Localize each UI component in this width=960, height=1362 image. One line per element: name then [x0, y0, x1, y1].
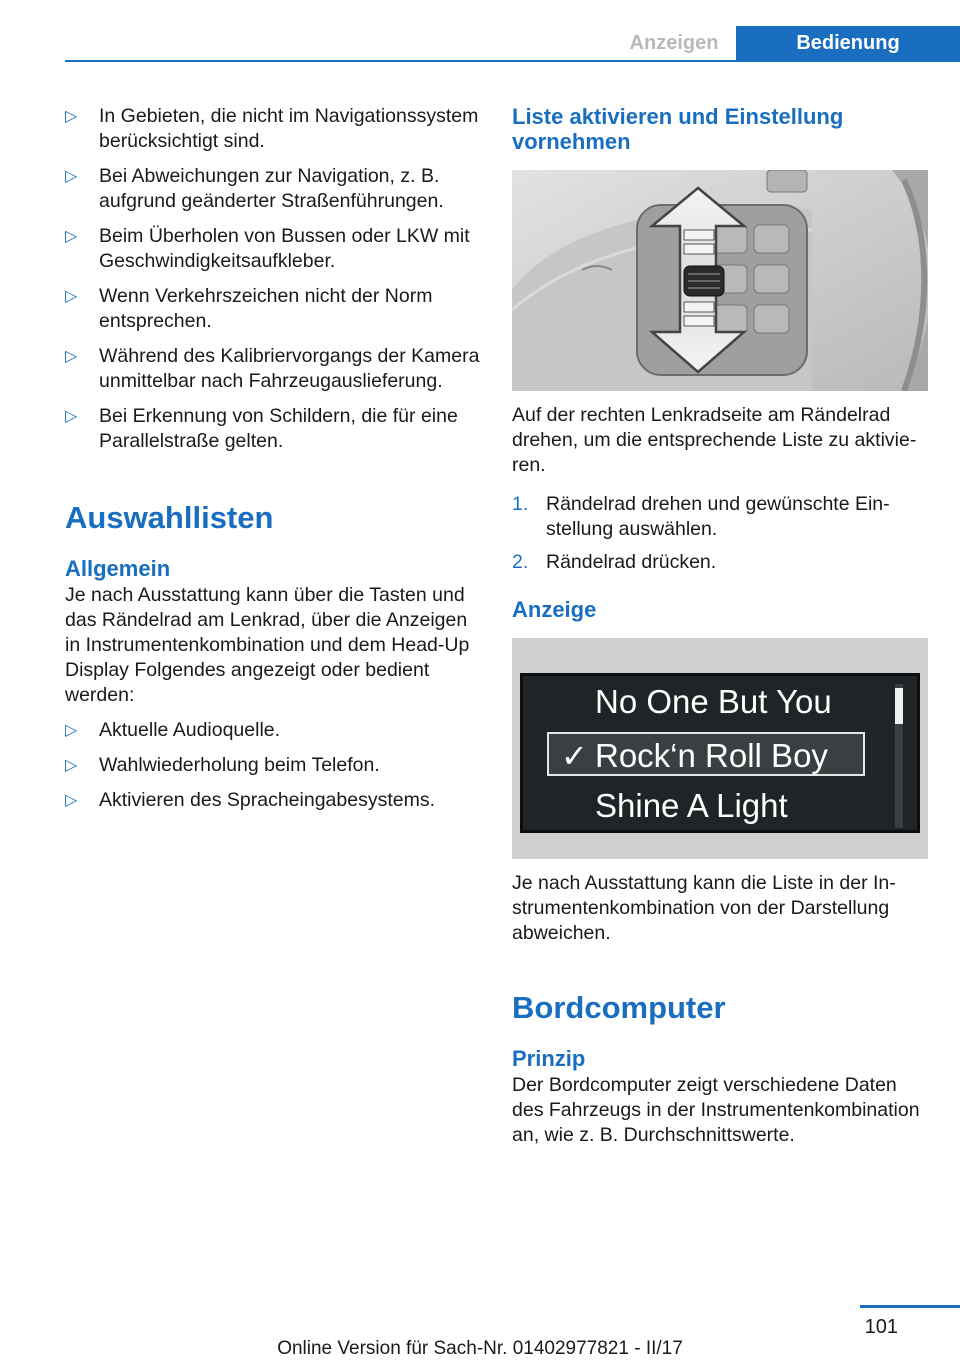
- list-item: ▷ Wahlwiederholung beim Telefon.: [65, 754, 380, 776]
- footer-rule: [860, 1305, 960, 1308]
- heading-anzeige: Anzeige: [512, 597, 597, 622]
- display-scrollbar-track: [895, 684, 903, 828]
- bullet-triangle-icon: ▷: [65, 408, 78, 425]
- display-list-item-selected: Rock‘n Roll Boy: [595, 737, 828, 774]
- list-item: ▷ Aktuelle Audioquelle.: [65, 719, 281, 741]
- paragraph-lenkradseite: Auf der rechten Lenkradseite am Rändelrad drehen, um die entsprechende Liste zu aktivieren.: [512, 404, 917, 476]
- bullet-triangle-icon: ▷: [65, 792, 78, 809]
- list-item: ▷ Bei Abweichungen zur Navigation, z. B. aufgrund geänderter Straßenführungen.: [65, 165, 444, 212]
- bullet-list-conditions: [65, 104, 480, 454]
- bullet-triangle-icon: ▷: [65, 168, 78, 185]
- header-rule: [65, 60, 960, 62]
- header-tab-anzeigen[interactable]: Anzeigen: [629, 32, 719, 54]
- list-item: ▷ Bei Erkennung von Schildern, die für eine Parallelstraße gelten.: [65, 405, 458, 452]
- paragraph-allgemein: Je nach Ausstattung kann über die Tasten und das Rändelrad am Lenkrad, über die Anzeigen in Instrumentenkombination und dem Head-Up Display Folgendes angezeigt oder bedient werden:: [65, 584, 470, 706]
- bullet-triangle-icon: ▷: [65, 722, 78, 739]
- numbered-steps: [512, 492, 928, 575]
- list-item: ▷ Wenn Verkehrszeichen nicht der Norm entsprechen.: [65, 285, 433, 332]
- bullet-triangle-icon: ▷: [65, 288, 78, 305]
- list-item: 1. Rändelrad drehen und gewünschte Einstellung auswählen.: [512, 493, 890, 540]
- check-icon: ✓: [561, 738, 588, 774]
- list-item: ▷ Beim Überholen von Bussen oder LKW mit Geschwindigkeitsaufkleber.: [65, 225, 470, 272]
- display-list-item: No One But You: [595, 683, 832, 720]
- list-item: ▷ In Gebieten, die nicht im Navigationssystem berücksichtigt sind.: [65, 105, 479, 152]
- subsection-title-allgemein: Allgemein: [65, 556, 171, 581]
- bullet-triangle-icon: ▷: [65, 108, 78, 125]
- subsection-title-prinzip: Prinzip: [512, 1046, 586, 1071]
- steering-wheel-controls-illustration: [512, 170, 928, 391]
- display-list-figure: [512, 638, 928, 859]
- paragraph-prinzip: Der Bordcomputer zeigt verschiedene Daten des Fahrzeugs in der Instrumentenkombination an, wie z. B. Durchschnittswerte.: [512, 1074, 920, 1146]
- right-column: [512, 104, 928, 1148]
- bullet-list-features: [65, 718, 480, 813]
- footer-online-version: Online Version für Sach-Nr. 01402977821 - II/17: [277, 1338, 683, 1359]
- list-item: 2. Rändelrad drücken.: [512, 551, 717, 573]
- display-scrollbar-thumb: [895, 688, 903, 724]
- steering-wheel-figure: [512, 170, 928, 391]
- left-column: [65, 104, 480, 823]
- display-selected-item: [547, 732, 865, 776]
- list-item: ▷ Aktivieren des Spracheingabesystems.: [65, 789, 436, 811]
- display-screen: [520, 673, 920, 833]
- paragraph-darstellung: Je nach Ausstattung kann die Liste in der Instrumentenkombination von der Darstellung abweichen.: [512, 872, 896, 944]
- bullet-triangle-icon: ▷: [65, 757, 78, 774]
- step-number: 2.: [512, 551, 529, 573]
- heading-liste-aktivieren: Liste aktivieren und Einstellung vornehmen: [512, 104, 844, 154]
- section-title-bordcomputer: Bordcomputer: [512, 990, 726, 1025]
- step-number: 1.: [512, 493, 529, 515]
- page-number: 101: [864, 1316, 898, 1338]
- bullet-triangle-icon: ▷: [65, 348, 78, 365]
- display-list-item: Shine A Light: [595, 787, 788, 824]
- section-title-auswahllisten: Auswahllisten: [65, 500, 274, 535]
- list-item: ▷ Während des Kalibriervorgangs der Kamera unmittelbar nach Fahrzeugauslieferung.: [65, 345, 480, 392]
- bullet-triangle-icon: ▷: [65, 228, 78, 245]
- header-tab-bedienung[interactable]: Bedienung: [736, 26, 960, 62]
